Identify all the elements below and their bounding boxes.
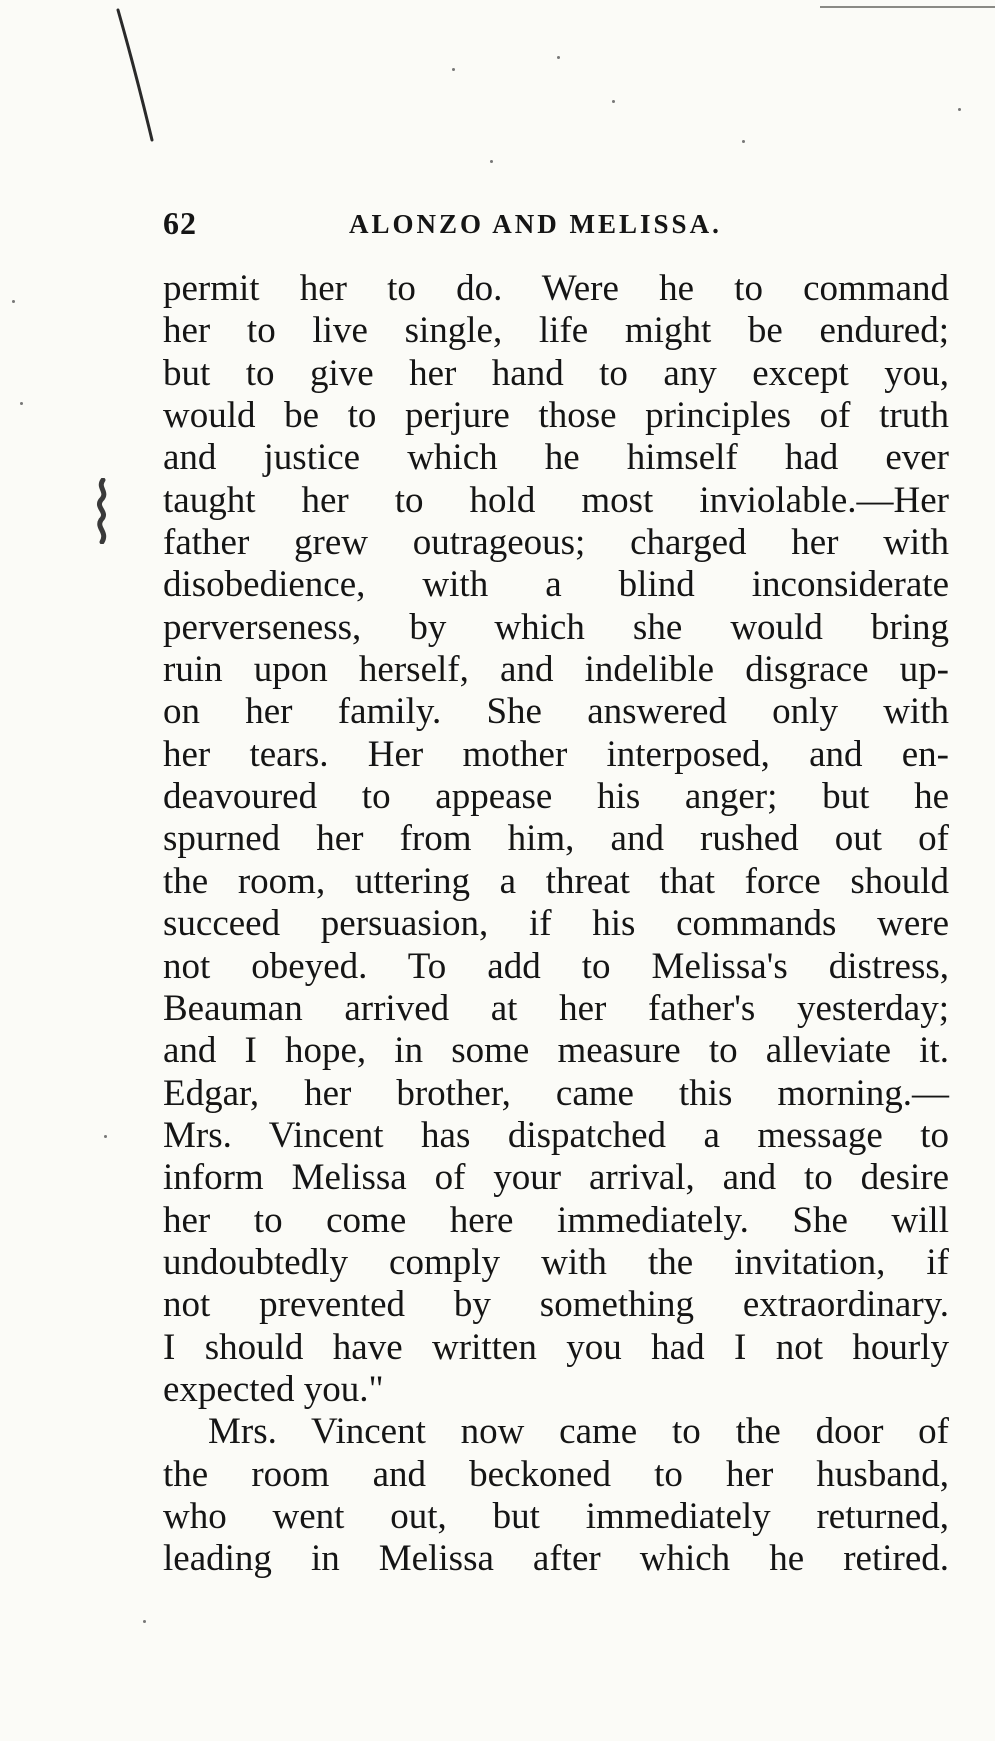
text-line: not obeyed. To add to Melissa's distress,	[163, 945, 949, 987]
text-line: the room and beckoned to her husband,	[163, 1453, 949, 1495]
text-line: spurned her from him, and rushed out of	[163, 818, 949, 860]
text-line: the room, uttering a threat that force should	[163, 860, 949, 902]
text-line: her to live single, life might be endured;	[163, 310, 949, 352]
body-text	[163, 268, 949, 1581]
text-line: who went out, but immediately returned,	[163, 1495, 949, 1537]
page-speck	[12, 300, 15, 303]
pencil-stroke-mark	[0, 0, 995, 200]
page-speck	[20, 402, 23, 405]
text-line: but to give her hand to any except you,	[163, 352, 949, 394]
text-line: disobedience, with a blind inconsiderate	[163, 564, 949, 606]
paragraph-first-line: Mrs. Vincent now came to the door of	[208, 1411, 949, 1453]
text-line: Edgar, her brother, came this morning.—	[163, 1072, 949, 1114]
text-line: permit her to do. Were he to command	[163, 268, 949, 309]
page-header	[163, 205, 953, 249]
text-line: inform Melissa of your arrival, and to desire	[163, 1157, 949, 1199]
page-speck	[143, 1620, 146, 1623]
running-title: ALONZO AND MELISSA.	[349, 209, 722, 239]
page-speck	[557, 56, 560, 59]
text-line: on her family. She answered only with	[163, 691, 949, 733]
text-line: Beauman arrived at her father's yesterday;	[163, 987, 949, 1029]
text-line: taught her to hold most inviolable.—Her	[163, 479, 949, 521]
page-speck	[104, 1135, 107, 1138]
text-line: leading in Melissa after which he retired.	[163, 1538, 949, 1580]
text-line: undoubtedly comply with the invitation, if	[163, 1241, 949, 1283]
text-line: succeed persuasion, if his commands were	[163, 903, 949, 945]
text-line: would be to perjure those principles of truth	[163, 395, 949, 437]
text-line: and justice which he himself had ever	[163, 437, 949, 479]
text-line: and I hope, in some measure to alleviate it.	[163, 1030, 949, 1072]
text-line: I should have written you had I not hourly	[163, 1326, 949, 1368]
page-speck	[742, 140, 745, 143]
text-line: expected you."	[163, 1368, 384, 1410]
text-line: ruin upon herself, and indelible disgrace up-	[163, 649, 949, 691]
page-number: 62	[163, 205, 197, 241]
top-edge-rule	[820, 6, 995, 8]
text-line: her tears. Her mother interposed, and en-	[163, 733, 949, 775]
text-line: deavoured to appease his anger; but he	[163, 776, 949, 818]
page-speck	[958, 108, 961, 111]
text-line: not prevented by something extraordinary.	[163, 1284, 949, 1326]
page-speck	[452, 68, 455, 71]
text-line: Mrs. Vincent has dispatched a message to	[163, 1114, 949, 1156]
marginal-ink-smudge	[93, 478, 113, 544]
text-line: perverseness, by which she would bring	[163, 606, 949, 648]
page-speck	[490, 160, 493, 163]
text-line: father grew outrageous; charged her with	[163, 522, 949, 564]
page-speck	[612, 100, 615, 103]
text-line: her to come here immediately. She will	[163, 1199, 949, 1241]
